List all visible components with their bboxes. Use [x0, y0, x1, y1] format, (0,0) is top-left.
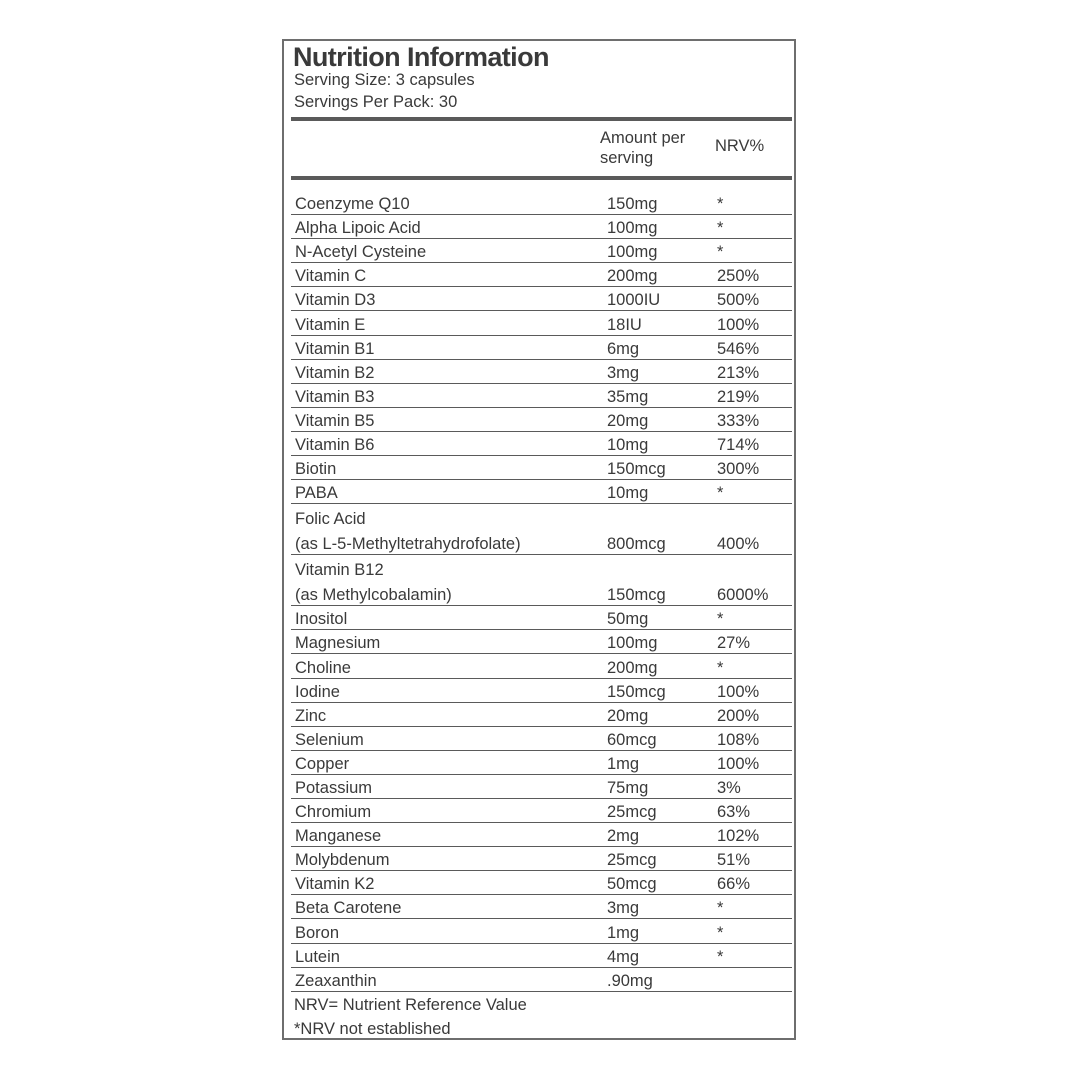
- nutrient-name: Vitamin C: [295, 267, 367, 286]
- nutrient-nrv: *: [717, 484, 724, 503]
- table-row: [291, 871, 792, 895]
- table-row: [291, 944, 792, 968]
- table-row: [291, 679, 792, 703]
- footnote-nrv-not-established: *NRV not established: [294, 1020, 451, 1038]
- nutrient-name: Coenzyme Q10: [295, 195, 410, 214]
- nutrient-nrv: 108%: [717, 730, 760, 749]
- nutrient-nrv: 27%: [717, 634, 751, 653]
- nutrient-name: Zinc: [295, 706, 327, 725]
- nutrient-amount: 60mcg: [607, 730, 657, 749]
- nutrient-amount: 25mcg: [607, 851, 657, 870]
- nutrient-name: Vitamin B1: [295, 339, 375, 358]
- table-row: [291, 555, 792, 606]
- nutrient-nrv: 333%: [717, 411, 760, 430]
- nutrient-nrv: *: [717, 195, 724, 214]
- table-row: [291, 504, 792, 555]
- panel-title: Nutrition Information: [293, 42, 549, 72]
- column-header-nrv: NRV%: [715, 137, 765, 155]
- table-row: [291, 799, 792, 823]
- nutrient-nrv: 63%: [717, 803, 751, 822]
- nutrient-nrv: 100%: [717, 315, 760, 334]
- table-row: [291, 919, 792, 943]
- nutrient-name: Inositol: [295, 610, 348, 629]
- column-header-amount: Amount per serving: [600, 129, 686, 167]
- nutrient-nrv: 66%: [717, 875, 751, 894]
- table-row: [291, 630, 792, 654]
- nutrient-amount: 1mg: [607, 754, 640, 773]
- nutrient-name: Zeaxanthin: [295, 971, 377, 990]
- nutrient-nrv: 500%: [717, 291, 760, 310]
- nutrient-nrv: 100%: [717, 682, 760, 701]
- nutrition-panel: [282, 39, 796, 1040]
- table-row: [291, 408, 792, 432]
- nutrient-name: Vitamin K2: [295, 875, 375, 894]
- table-row: [291, 775, 792, 799]
- nutrient-amount: 3mg: [607, 899, 640, 918]
- nutrient-nrv: 6000%: [717, 586, 769, 605]
- nutrient-amount: 2mg: [607, 827, 640, 846]
- nutrient-name: Biotin: [295, 460, 337, 479]
- nutrient-name: Magnesium: [295, 634, 381, 653]
- nutrient-name: Choline: [295, 658, 351, 677]
- nutrient-amount: 200mg: [607, 658, 658, 677]
- serving-size: Serving Size: 3 capsules: [294, 71, 475, 89]
- nutrient-nrv: 3%: [717, 778, 741, 797]
- nutrient-amount: 4mg: [607, 947, 640, 966]
- nutrient-name: Vitamin D3: [295, 291, 376, 310]
- table-row: [291, 215, 792, 239]
- nutrient-amount: 1000IU: [607, 291, 661, 310]
- nutrient-amount: 50mg: [607, 610, 649, 629]
- nutrient-nrv: 250%: [717, 267, 760, 286]
- nutrient-nrv: *: [717, 947, 724, 966]
- nutrient-nrv: 300%: [717, 460, 760, 479]
- nutrient-table: [291, 191, 792, 992]
- nutrient-nrv: *: [717, 923, 724, 942]
- nutrient-nrv: *: [717, 243, 724, 262]
- table-row: [291, 727, 792, 751]
- nutrient-name: Vitamin B2: [295, 363, 375, 382]
- table-row: [291, 311, 792, 335]
- nutrient-amount: .90mg: [607, 971, 653, 990]
- nutrient-name: N-Acetyl Cysteine: [295, 243, 427, 262]
- nutrient-nrv: 100%: [717, 754, 760, 773]
- nutrient-amount: 1mg: [607, 923, 640, 942]
- table-row: [291, 287, 792, 311]
- table-row: [291, 360, 792, 384]
- footnote-nrv-definition: NRV= Nutrient Reference Value: [294, 996, 527, 1014]
- nutrient-subname: (as Methylcobalamin): [295, 586, 452, 605]
- nutrient-amount: 25mcg: [607, 803, 657, 822]
- table-row: [291, 263, 792, 287]
- nutrient-name: Vitamin B3: [295, 387, 375, 406]
- nutrient-name: Molybdenum: [295, 851, 390, 870]
- table-row: [291, 847, 792, 871]
- nutrient-name: Boron: [295, 923, 340, 942]
- table-row: [291, 703, 792, 727]
- nutrient-amount: 6mg: [607, 339, 640, 358]
- table-row: [291, 480, 792, 504]
- nutrient-amount: 150mcg: [607, 460, 666, 479]
- nutrient-amount: 20mg: [607, 706, 649, 725]
- header-divider-bottom: [291, 176, 792, 180]
- nutrient-amount: 50mcg: [607, 875, 657, 894]
- nutrient-nrv: 714%: [717, 436, 760, 455]
- nutrient-name: Potassium: [295, 778, 373, 797]
- table-row: [291, 895, 792, 919]
- nutrient-subname: (as L-5-Methyltetrahydrofolate): [295, 535, 521, 554]
- nutrient-name: Copper: [295, 754, 350, 773]
- table-row: [291, 654, 792, 678]
- nutrient-amount: 3mg: [607, 363, 640, 382]
- table-row: [291, 823, 792, 847]
- table-row: [291, 384, 792, 408]
- nutrient-nrv: *: [717, 610, 724, 629]
- nutrient-name: Alpha Lipoic Acid: [295, 219, 421, 238]
- nutrient-nrv: 400%: [717, 535, 760, 554]
- nutrient-name: Vitamin B12: [295, 561, 384, 580]
- table-row: [291, 968, 792, 992]
- nutrient-nrv: 213%: [717, 363, 760, 382]
- nutrient-nrv: 200%: [717, 706, 760, 725]
- nutrient-name: Chromium: [295, 803, 372, 822]
- nutrient-nrv: *: [717, 658, 724, 677]
- table-row: [291, 239, 792, 263]
- table-row: [291, 191, 792, 215]
- nutrient-amount: 18IU: [607, 315, 642, 334]
- nutrient-amount: 75mg: [607, 778, 649, 797]
- nutrient-amount: 800mcg: [607, 535, 666, 554]
- servings-per-pack: Servings Per Pack: 30: [294, 93, 458, 111]
- nutrient-name: Lutein: [295, 947, 340, 966]
- table-row: [291, 336, 792, 360]
- nutrient-name: PABA: [295, 484, 338, 503]
- nutrient-name: Vitamin B5: [295, 411, 375, 430]
- nutrient-amount: 20mg: [607, 411, 649, 430]
- nutrient-amount: 150mg: [607, 195, 658, 214]
- nutrient-nrv: 51%: [717, 851, 751, 870]
- nutrient-nrv: 546%: [717, 339, 760, 358]
- nutrient-amount: 100mg: [607, 219, 658, 238]
- nutrient-amount: 10mg: [607, 484, 649, 503]
- nutrient-nrv: *: [717, 219, 724, 238]
- table-row: [291, 456, 792, 480]
- nutrient-name: Beta Carotene: [295, 899, 402, 918]
- nutrient-name: Iodine: [295, 682, 340, 701]
- nutrient-amount: 35mg: [607, 387, 649, 406]
- nutrient-amount: 200mg: [607, 267, 658, 286]
- nutrient-nrv: *: [717, 899, 724, 918]
- nutrient-name: Vitamin E: [295, 315, 366, 334]
- nutrient-nrv: 219%: [717, 387, 760, 406]
- nutrient-name: Vitamin B6: [295, 436, 375, 455]
- nutrient-amount: 100mg: [607, 243, 658, 262]
- nutrient-nrv: 102%: [717, 827, 760, 846]
- header-divider-top: [291, 117, 792, 121]
- nutrient-name: Selenium: [295, 730, 364, 749]
- nutrient-name: Manganese: [295, 827, 382, 846]
- nutrient-amount: 10mg: [607, 436, 649, 455]
- nutrient-amount: 150mcg: [607, 682, 666, 701]
- table-row: [291, 751, 792, 775]
- table-row: [291, 432, 792, 456]
- nutrient-amount: 150mcg: [607, 586, 666, 605]
- nutrient-name: Folic Acid: [295, 510, 366, 529]
- nutrient-amount: 100mg: [607, 634, 658, 653]
- table-row: [291, 606, 792, 630]
